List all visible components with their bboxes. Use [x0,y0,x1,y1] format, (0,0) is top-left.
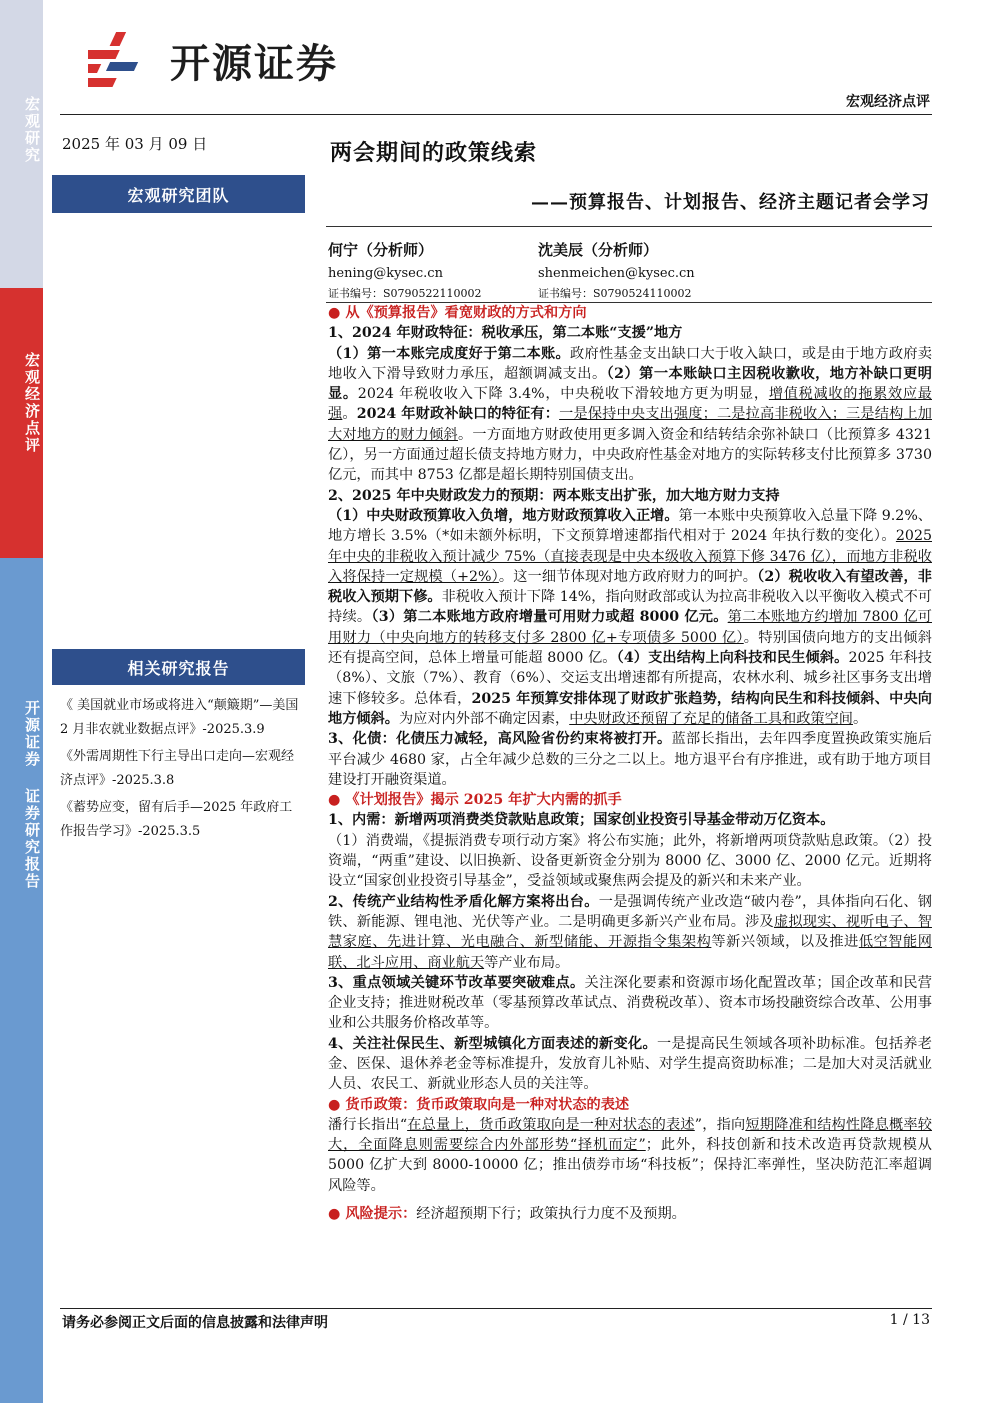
paragraph: 4、关注社保民生、新型城镇化方面表述的新变化。一是提高民生领域各项补助标准。包括养老金、医保、退休养老金等标准提升，发放育儿补贴、对学生提高资助标准；二是加大对灵活就业人员、农民工、新就业形态人员的关注等。 [328,1035,932,1093]
risk-notice: ● 风险提示：经济超预期下行；政策执行力度不及预期。 [328,1206,686,1223]
report-category: 宏观经济点评 [846,94,930,110]
footer-divider [60,1308,932,1309]
subsection-heading: 2、2025 年中央财政发力的预期：两本账支出扩张，加大地方财力支持 [328,487,780,504]
logo-text: 开源证券 [170,40,338,87]
paragraph: （1）消费端，《提振消费专项行动方案》将公布实施；此外，将新增两项贷款贴息政策。（2）投资端，“两重”建设、以旧换新、设备更新资金分别为 8000 亿、3000 亿、2000 亿元。近期将设立“国家创业投资引导基金”，受益领域或聚焦两会提及的新兴和未来产业。 [328,832,932,890]
sidebar [0,0,43,1403]
logo-mark-icon [88,28,160,92]
report-title: 两会期间的政策线索 [330,140,538,166]
paragraph: 潘行长指出“在总量上，货币政策取向是一种对状态的表述”，指向短期降准和结构性降息概率较大，全面降息则需要综合内外部形势“择机而定”；此外，科技创新和技术改造再贷款规模从 5000 亿扩大到 8000-10000 亿；推出债券市场“科技板”；保持汇率弹性，坚决防范汇率超调风险等。 [328,1116,932,1194]
page-number: 1 / 13 [889,1312,930,1328]
sidebar-bottom-band [0,558,43,1403]
disclaimer-note: 请务必参阅正文后面的信息披露和法律声明 [62,1315,328,1331]
analyst-cert: 证书编号：S0790522110002 [328,287,482,300]
section-heading: ● 《计划报告》揭示 2025 年扩大内需的抓手 [328,792,622,809]
paragraph: 3、化债：化债压力减轻，高风险省份约束将被打开。蓝部长指出，去年四季度置换政策实施后平台减少 4680 家，占全年减少总数的三分之二以上。地方退平台有序推进，或有助于地方项目建设打开融资渠道。 [328,731,932,788]
title-divider [326,226,932,227]
section-heading: ● 从《预算报告》看宽财政的方式和方向 [328,305,587,321]
analyst-card [538,240,695,304]
related-reports-list [60,694,305,847]
subsection-heading: 1、2024 年财政特征：税收承压，第二本账“支援”地方 [328,325,683,342]
paragraph: （1）第一本账完成度好于第二本账。政府性基金支出缺口大于收入缺口，或是由于地方政府卖地收入下滑导致财力承压，超额调减支出。（2）第一本账缺口主因税收歉收，地方补缺口更明显。2024 年税收收入下降 3.4%，中央税收下滑较地方更为明显，增值税减收的拖累效应最强。2024 年财政补缺口的特征有：一是保持中央支出强度；二是拉高非税收入；三是结构上加大对地方的财力倾斜。一方面地方财政使用更多调入资金和结转结余弥补缺口（比预算多 4321 亿），另一方面通过超长债支持地方财力，中央政府性基金对地方的实际转移支付比预算多 3730 亿元，而其中 8753 亿都是超长期特别国债支出。 [328,345,932,484]
related-report-link[interactable]: 《 美国就业市场或将进入“颠簸期”—美国 2 月非农就业数据点评》-2025.3.9 [60,698,299,737]
analyst-name: 沈美辰（分析师） [538,241,659,259]
sidebar-top-label: 宏观研究 [23,96,41,164]
sidebar-mid-label: 宏观经济点评 [23,352,41,454]
analyst-name: 何宁（分析师） [328,241,434,259]
related-report-link[interactable]: 《外需周期性下行主导出口走向—宏观经济点评》-2025.3.8 [60,749,295,788]
analyst-email[interactable]: shenmeichen@kysec.cn [538,266,695,281]
subsection-heading: 1、内需：新增两项消费类贷款贴息政策；国家创业投资引导基金带动万亿资本。 [328,812,835,829]
report-body [328,303,932,1224]
analyst-card [328,240,482,304]
related-reports-banner: 相关研究报告 [52,649,305,685]
paragraph: 3、重点领域关键环节改革要突破难点。关注深化要素和资源市场化配置改革；国企改革和民营企业支持；推进财税改革（零基预算改革试点、消费税改革）、资本市场投融资综合改革、公用事业和公共服务价格改革等。 [328,974,932,1032]
paragraph: （1）中央财政预算收入负增，地方财政预算收入正增。第一本账中央预算收入总量下降 9.2%、地方增长 3.5%（*如未额外标明，下文预算增速都指代相对于 2024 年执行数的变化）。2025 年中央的非税收入预计减少 75%（直接表现是中央本级收入预算下修 3476 亿），而地方非税收入将保持一定规模（+2%）。这一细节体现对地方政府财力的呵护。（2）税收收入有望改善，非税收入预期下修。非税收入预计下降 14%，指向财政部或认为拉高非税收入以平衡收入模式不可持续。（3）第二本账地方政府增量可用财力或超 8000 亿元。第二本账地方约增加 7800 亿可用财力（中央向地方的转移支付多 2800 亿+专项债多 5000 亿）。特别国债向地方的支出倾斜还有提高空间，总体上增量可能超 8000 亿。（4）支出结构上向科技和民生倾斜。2025 年科技（8%）、文旅（7%）、教育（6%）、交运支出增速都有所提高，农林水利、城乡社区事务支出增速下修较多。总体看，2025 年预算安排体现了财政扩张趋势，结构向民生和科技倾斜、中央向地方倾斜。为应对内外部不确定因素，中央财政还预留了充足的储备工具和政策空间。 [328,507,932,727]
paragraph: 2、传统产业结构性矛盾化解方案将出台。一是强调传统产业改造“破内卷”，具体指向石化、钢铁、新能源、锂电池、光伏等产业。二是明确更多新兴产业布局。涉及虚拟现实、视听电子、智慧家庭、先进计算、光电融合、新型储能、开源指令集架构等新兴领域，以及推进低空智能网联、北斗应用、商业航天等产业布局。 [328,893,932,971]
analyst-email[interactable]: hening@kysec.cn [328,266,443,281]
analyst-cert: 证书编号：S0790524110002 [538,287,692,300]
section-heading: ● 货币政策：货币政策取向是一种对状态的表述 [328,1096,630,1113]
related-report-link[interactable]: 《蓄势应变，留有后手—2025 年政府工作报告学习》-2025.3.5 [60,800,293,839]
company-logo [88,28,338,92]
report-date: 2025 年 03 月 09 日 [62,135,208,153]
team-banner: 宏观研究团队 [52,175,305,213]
report-subtitle: ——预算报告、计划报告、经济主题记者会学习 [531,192,930,213]
sidebar-bottom-label: 开源证券 证券研究报告 [23,700,41,890]
header-divider [60,114,932,115]
